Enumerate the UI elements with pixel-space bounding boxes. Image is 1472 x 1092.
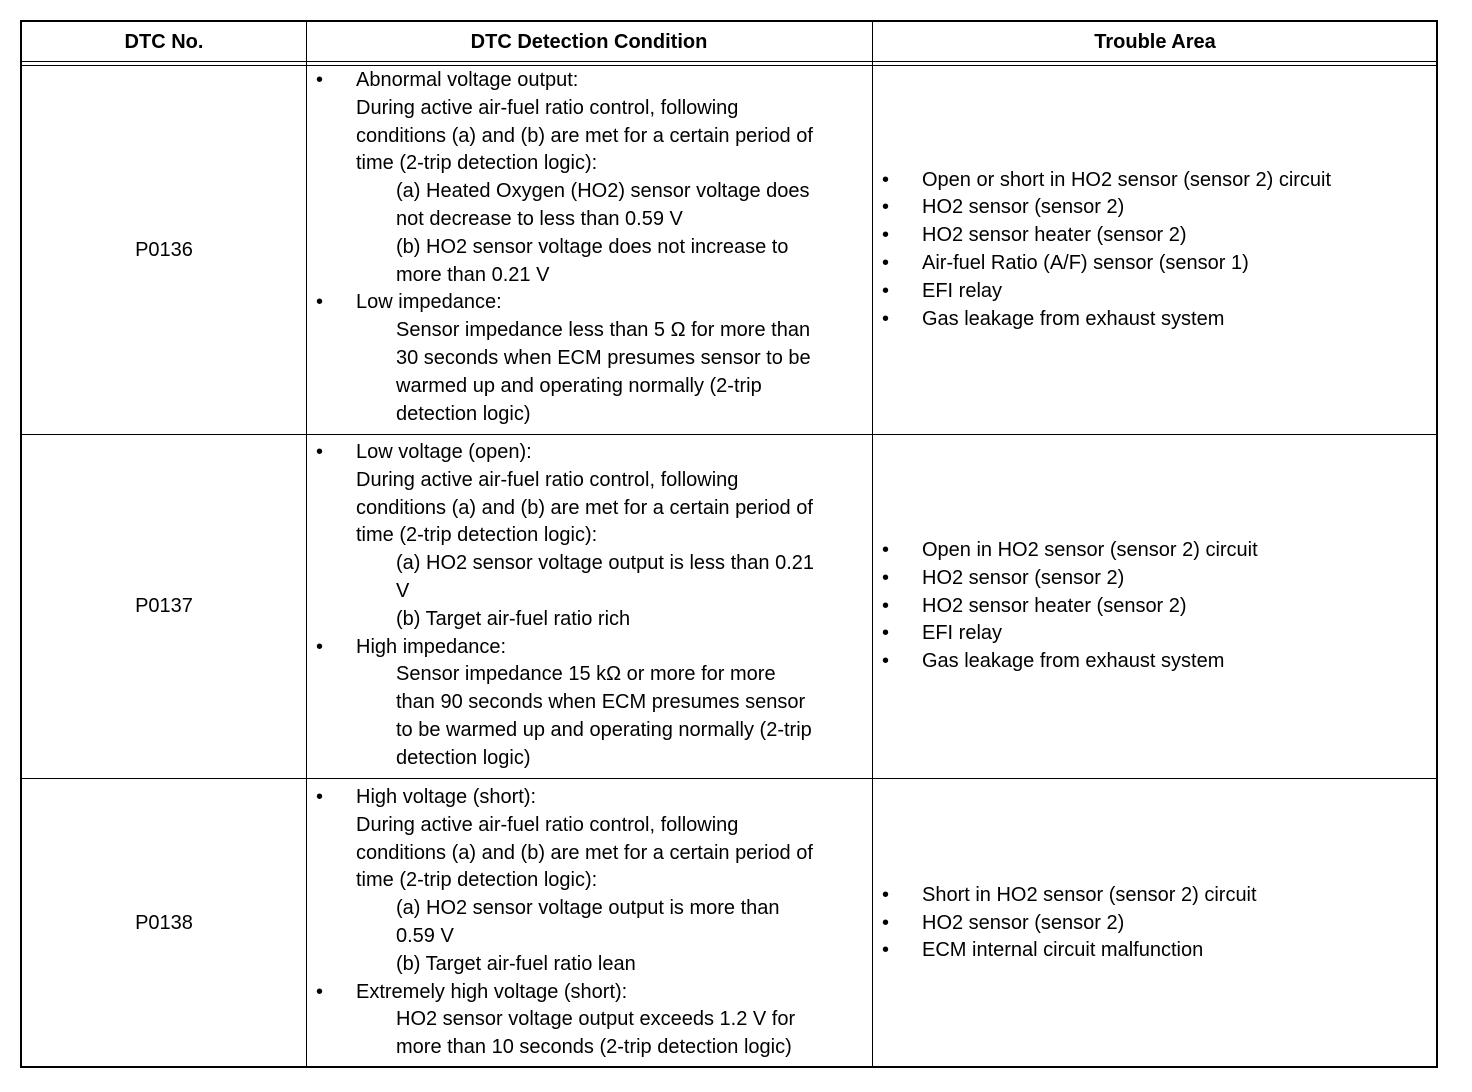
condition-line: 0.59 V <box>396 924 454 947</box>
bullet-icon: • <box>316 635 324 658</box>
bullet-icon: • <box>882 939 890 962</box>
trouble-item: • HO2 sensor (sensor 2) <box>872 194 1438 222</box>
condition-line: more than 10 seconds (2-trip detection logic) <box>396 1036 792 1059</box>
condition-line: time (2-trip detection logic): <box>356 524 598 547</box>
condition-bullet-item: • High voltage (short): <box>306 784 872 812</box>
bullet-icon: • <box>882 279 890 302</box>
condition-line: V <box>396 579 410 602</box>
detection-condition-cell <box>306 439 872 773</box>
condition-bullet-item: • High impedance: <box>306 634 872 662</box>
dtc-code-cell: P0138 <box>135 912 193 934</box>
dtc-code-cell: P0136 <box>135 238 193 261</box>
bullet-icon: • <box>882 196 890 219</box>
condition-line: more than 0.21 V <box>396 263 550 286</box>
bullet-icon: • <box>316 291 324 314</box>
condition-line: Sensor impedance less than 5 Ω for more than <box>396 319 811 342</box>
trouble-item: • Open or short in HO2 sensor (sensor 2) circuit <box>872 167 1438 195</box>
condition-line: (b) Target air-fuel ratio lean <box>396 952 636 975</box>
condition-line: conditions (a) and (b) are met for a certain period of <box>356 841 813 864</box>
trouble-area-cell <box>872 435 1438 778</box>
trouble-area-list <box>872 167 1438 334</box>
trouble-item: • Short in HO2 sensor (sensor 2) circuit <box>872 882 1438 910</box>
condition-line: HO2 sensor voltage output exceeds 1.2 V for <box>396 1008 796 1031</box>
bullet-icon: • <box>882 911 890 934</box>
condition-line: During active air-fuel ratio control, following <box>356 96 739 119</box>
trouble-item: • ECM internal circuit malfunction <box>872 937 1438 965</box>
condition-bullet-item: • Extremely high voltage (short): <box>306 979 872 1007</box>
trouble-item: • Air-fuel Ratio (A/F) sensor (sensor 1) <box>872 250 1438 278</box>
condition-line: (b) HO2 sensor voltage does not increase to <box>396 235 789 258</box>
condition-line: During active air-fuel ratio control, following <box>356 813 739 836</box>
bullet-icon: • <box>882 168 890 191</box>
condition-bullet-item: • Abnormal voltage output: <box>306 67 872 95</box>
condition-line: Sensor impedance 15 kΩ or more for more <box>396 663 776 686</box>
bullet-icon: • <box>882 883 890 906</box>
trouble-area-cell <box>872 66 1438 434</box>
detection-condition-cell <box>306 67 872 428</box>
bullet-icon: • <box>882 539 890 561</box>
bullet-icon: • <box>882 650 890 673</box>
bullet-icon: • <box>882 307 890 330</box>
condition-line: detection logic) <box>396 746 531 769</box>
condition-line: time (2-trip detection logic): <box>356 152 598 175</box>
condition-line: During active air-fuel ratio control, following <box>356 468 739 491</box>
trouble-area-cell <box>872 779 1438 1068</box>
trouble-item: • HO2 sensor (sensor 2) <box>872 565 1438 593</box>
bullet-icon: • <box>316 786 324 808</box>
condition-line: time (2-trip detection logic): <box>356 869 598 892</box>
condition-line: conditions (a) and (b) are met for a certain period of <box>356 496 813 519</box>
header-detection-condition: DTC Detection Condition <box>470 30 708 53</box>
trouble-area-list <box>872 537 1438 676</box>
trouble-item: • EFI relay <box>872 278 1438 306</box>
trouble-item: • EFI relay <box>872 620 1438 648</box>
trouble-item: • HO2 sensor heater (sensor 2) <box>872 222 1438 250</box>
condition-bullet-item: • Low voltage (open): <box>306 439 872 467</box>
trouble-area-list <box>872 882 1438 965</box>
trouble-item: • HO2 sensor heater (sensor 2) <box>872 593 1438 621</box>
header-dtc-no: DTC No. <box>124 30 204 53</box>
bullet-icon: • <box>882 622 890 645</box>
condition-line: conditions (a) and (b) are met for a certain period of <box>356 124 813 147</box>
condition-bullet-item: • Low impedance: <box>306 289 872 317</box>
condition-line: detection logic) <box>396 402 531 425</box>
condition-line: (a) HO2 sensor voltage output is more than <box>396 897 780 920</box>
condition-line: 30 seconds when ECM presumes sensor to be <box>396 346 811 369</box>
dtc-code-cell: P0137 <box>135 595 193 617</box>
trouble-item: • Open in HO2 sensor (sensor 2) circuit <box>872 537 1438 565</box>
condition-line: not decrease to less than 0.59 V <box>396 207 683 230</box>
dtc-table <box>20 20 1438 1068</box>
bullet-icon: • <box>882 252 890 274</box>
bullet-icon: • <box>882 594 890 617</box>
bullet-icon: • <box>882 224 890 247</box>
condition-line: warmed up and operating normally (2-trip <box>396 374 762 397</box>
condition-line: (a) HO2 sensor voltage output is less than 0.21 <box>396 552 815 575</box>
condition-line: than 90 seconds when ECM presumes sensor <box>396 691 806 714</box>
bullet-icon: • <box>316 69 324 91</box>
bullet-icon: • <box>316 980 324 1003</box>
trouble-item: • Gas leakage from exhaust system <box>872 648 1438 676</box>
detection-condition-cell <box>306 784 872 1062</box>
bullet-icon: • <box>316 441 324 463</box>
condition-line: (b) Target air-fuel ratio rich <box>396 607 631 630</box>
trouble-item: • Gas leakage from exhaust system <box>872 306 1438 334</box>
header-trouble-area: Trouble Area <box>1094 30 1216 53</box>
trouble-item: • HO2 sensor (sensor 2) <box>872 910 1438 938</box>
condition-line: (a) Heated Oxygen (HO2) sensor voltage does <box>396 180 810 203</box>
bullet-icon: • <box>882 566 890 589</box>
condition-line: to be warmed up and operating normally (2-trip <box>396 718 812 741</box>
